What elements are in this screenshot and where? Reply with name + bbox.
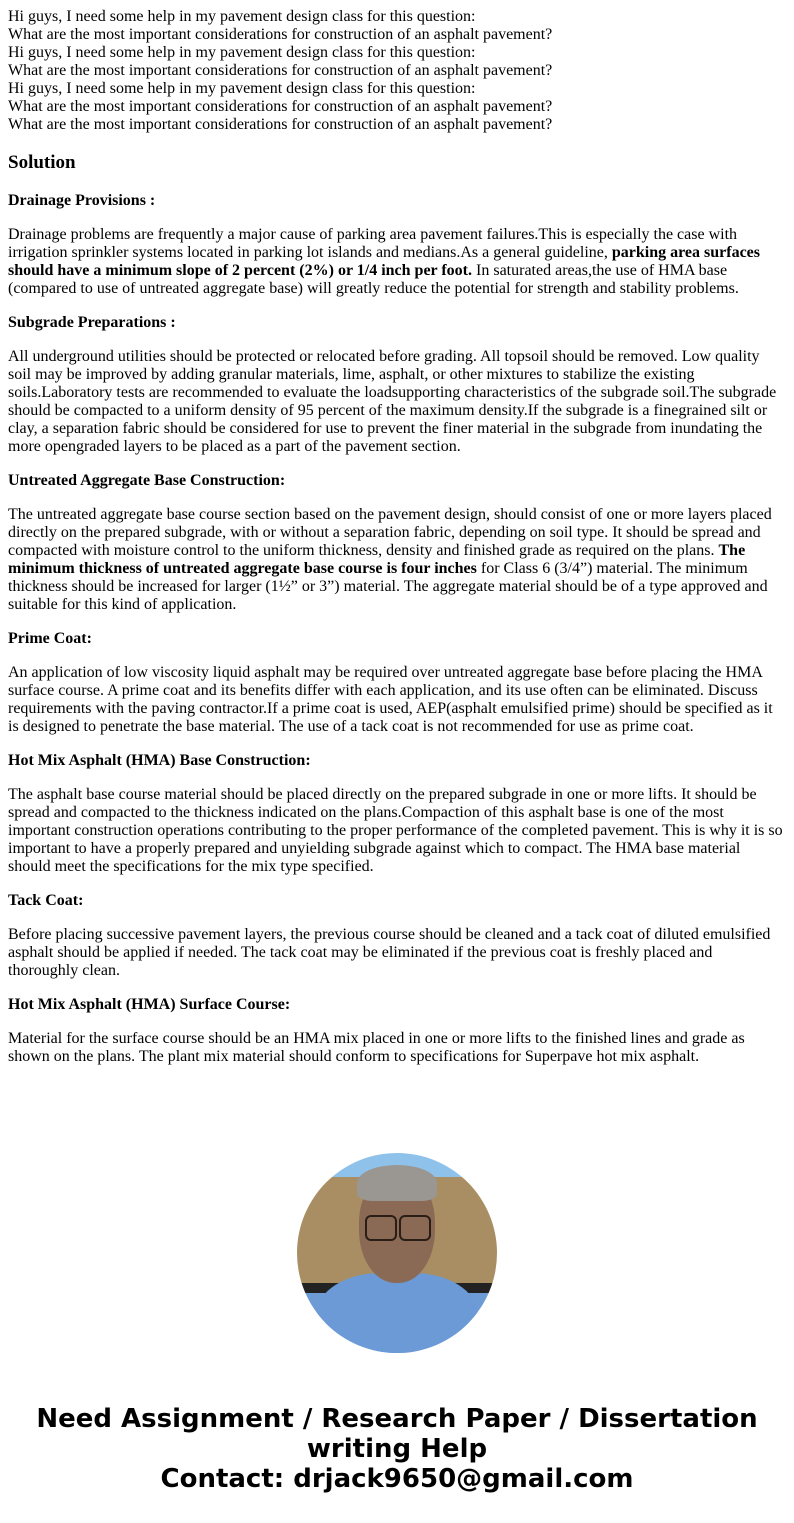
paragraph-text: All underground utilities should be protected or relocated before grading. All topsoil should be removed. Low quality soil may be improved by adding granular materials, lime, asphalt, or other mixtures to stabilize the existing soils.Laboratory tests are recommended to evaluate the loadsupporting characteristics of the subgrade soil.The subgrade should be compacted to a uniform density of 95 percent of the maximum density.If the subgrade is a finegrained silt or clay, a separation fabric should be considered for use to prevent the finer material in the subgrade from inundating the more opengraded layers to be placed as a part of the pavement section. [8, 348, 777, 455]
section-paragraph [8, 664, 786, 736]
section-paragraph [8, 506, 786, 614]
banner-line: writing Help [306, 1434, 488, 1464]
section-paragraph [8, 786, 786, 876]
paragraph-text: An application of low viscosity liquid asphalt may be required over untreated aggregate base before placing the HMA surface course. A prime coat and its benefits differ with each application, and its use often can be eliminated. Discuss requirements with the paving contractor.If a prime coat is used, AEP(asphalt emulsified prime) should be specified as it is designed to penetrate the base material. The use of a tack coat is not recommended for use as prime coat. [8, 664, 773, 735]
section-heading: Hot Mix Asphalt (HMA) Base Construction: [8, 752, 311, 769]
paragraph-text: for Class 6 (3/4”) material. The minimum thickness should be increased for larger (1½” or 3”) material. The aggregate material should be of a type approved and suitable for this kind of application. [8, 560, 768, 613]
question-line: Hi guys, I need some help in my pavement design class for this question: [8, 8, 476, 25]
paragraph-text: Material for the surface course should be an HMA mix placed in one or more lifts to the finished lines and grade as shown on the plans. The plant mix material should conform to specifications for Superpave hot mix asphalt. [8, 1030, 745, 1065]
question-line: What are the most important considerations for construction of an asphalt pavement? [8, 116, 553, 133]
section-paragraph [8, 226, 786, 298]
question-line: Hi guys, I need some help in my pavement design class for this question: [8, 44, 476, 61]
section-paragraph [8, 926, 786, 980]
question-line: What are the most important considerations for construction of an asphalt pavement? [8, 26, 553, 43]
author-photo [297, 1153, 497, 1353]
section-heading: Untreated Aggregate Base Construction: [8, 472, 286, 489]
section-heading: Subgrade Preparations : [8, 314, 176, 331]
photo-glasses [399, 1215, 431, 1241]
section-paragraph [8, 1030, 786, 1066]
paragraph-text: The untreated aggregate base course section based on the pavement design, should consist of one or more layers placed directly on the prepared subgrade, with or without a separation fabric, depending on soil type. It should be spread and compacted with moisture control to the uniform thickness, density and finished grade as required on the plans. [8, 506, 772, 559]
solution-heading: Solution [8, 152, 76, 173]
section-heading: Drainage Provisions : [8, 192, 156, 209]
question [8, 8, 786, 134]
solution-body [8, 192, 786, 1066]
photo-glasses [365, 1215, 397, 1241]
question-line: What are the most important considerations for construction of an asphalt pavement? [8, 62, 553, 79]
contact-banner [0, 1404, 794, 1494]
question-line: Hi guys, I need some help in my pavement design class for this question: [8, 80, 476, 97]
section-heading: Prime Coat: [8, 630, 92, 647]
section-heading: Tack Coat: [8, 892, 84, 909]
section-heading: Hot Mix Asphalt (HMA) Surface Course: [8, 996, 291, 1013]
section-paragraph [8, 348, 786, 456]
question-line: What are the most important considerations for construction of an asphalt pavement? [8, 98, 553, 115]
paragraph-text: In saturated areas,the use of HMA base (compared to use of untreated aggregate base) will greatly reduce the potential for strength and stability problems. [8, 262, 739, 297]
paragraph-text: Drainage problems are frequently a major cause of parking area pavement failures.This is especially the case with irrigation sprinkler systems located in parking lot islands and medians.As a general guideline, [8, 226, 738, 261]
emphasized-text: parking area surfaces should have a minimum slope of 2 percent (2%) or 1/4 inch per foot. [8, 244, 760, 279]
photo-hair [357, 1165, 437, 1201]
contact-email: Contact: drjack9650@gmail.com [160, 1464, 634, 1494]
banner-line: Need Assignment / Research Paper / Dissertation [36, 1404, 758, 1434]
paragraph-text: The asphalt base course material should be placed directly on the prepared subgrade in one or more lifts. It should be spread and compacted to the thickness indicated on the plans.Compaction of this asphalt base is one of the most important construction operations contributing to the proper performance of the completed pavement. This is why it is so important to have a properly prepared and unyielding subgrade against which to compact. The HMA base material should meet the specifications for the mix type specified. [8, 786, 783, 875]
paragraph-text: Before placing successive pavement layers, the previous course should be cleaned and a tack coat of diluted emulsified asphalt should be applied if needed. The tack coat may be eliminated if the previous coat is freshly placed and thoroughly clean. [8, 926, 771, 979]
photo-shirt [317, 1273, 477, 1353]
emphasized-text: The minimum thickness of untreated aggregate base course is four inches [8, 542, 746, 577]
